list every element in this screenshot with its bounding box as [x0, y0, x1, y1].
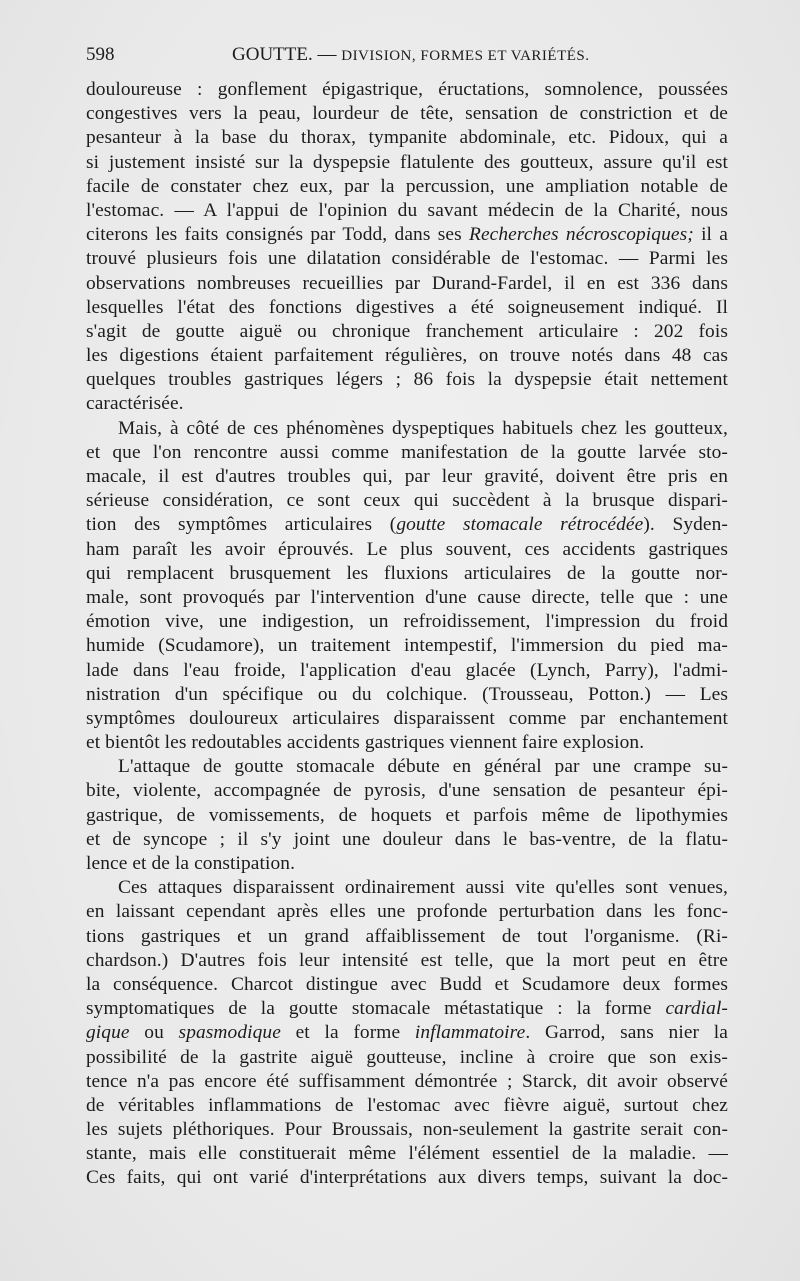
text-line: lade dans l'eau froide, l'application d'eau glacée (Lynch, Parry), l'admi-	[86, 659, 728, 681]
italic-term: spasmodique	[178, 1022, 281, 1044]
text-line: qui remplacent brusquement les fluxions articulaires de la goutte nor-	[86, 562, 728, 584]
italic-term: inflammatoire	[414, 1022, 526, 1044]
text-line: s'agit de goutte aiguë ou chronique franchement articulaire : 202 fois	[86, 320, 728, 342]
text-line: tence n'a pas encore été suffisamment démontrée ; Starck, dit avoir observé	[86, 1070, 728, 1092]
text-line: lence et de la constipation.	[86, 853, 296, 874]
italic-term: gique	[86, 1022, 130, 1044]
text-line: Mais, à côté de ces phénomènes dyspeptiques habituels chez les goutteux,	[118, 417, 728, 439]
text-run: il a	[693, 224, 728, 246]
text-line: et que l'on rencontre aussi comme manifestation de la goutte larvée sto-	[86, 441, 728, 463]
running-title	[232, 44, 590, 66]
text-line: les digestions étaient parfaitement régulières, on trouve notés dans 48 cas	[86, 345, 728, 367]
text-line: si justement insisté sur la dyspepsie flatulente des goutteux, assure qu'il est	[86, 151, 728, 173]
body-text	[86, 78, 728, 1191]
text-line: L'attaque de goutte stomacale débute en général par une crampe su-	[118, 756, 728, 778]
text-line: quelques troubles gastriques légers ; 86 fois la dyspepsie était nettement	[86, 369, 728, 391]
text-line: ham paraît les avoir éprouvés. Le plus souvent, ces accidents gastriques	[86, 538, 728, 560]
text-line: bite, violente, accompagnée de pyrosis, d'une sensation de pesanteur épi-	[86, 780, 728, 802]
text-line: sérieuse considération, ce sont ceux qui succèdent à la brusque dispari-	[86, 490, 728, 512]
text-line: Ces attaques disparaissent ordinairement aussi vite qu'elles sont venues,	[118, 877, 728, 899]
text-line: male, sont provoqués par l'intervention d'une cause directe, telle que : une	[86, 586, 728, 608]
text-run: ). Syden-	[643, 514, 728, 536]
text-line: macale, il est d'autres troubles qui, par leur gravité, doivent être pris en	[86, 466, 728, 487]
page-number: 598	[86, 44, 115, 65]
text-line: chardson.) D'autres fois leur intensité est telle, que la mort peut en être	[86, 949, 728, 971]
text-run: citerons les faits consignés par Todd, dans ses	[86, 224, 470, 246]
text-line: gastrique, de vomissements, de hoquets et parfois même de lipothymies	[86, 804, 728, 826]
text-line: douloureuse : gonflement épigastrique, éructations, somnolence, poussées	[86, 79, 728, 100]
text-run: tion des symptômes articulaires (	[86, 514, 397, 536]
italic-term: cardial-	[665, 998, 728, 1020]
italic-title: Recherches nécroscopiques;	[469, 224, 694, 246]
text-line: symptômes douloureux articulaires disparaissent comme par enchantement	[86, 707, 728, 729]
running-header	[86, 44, 726, 70]
text-line	[86, 223, 728, 247]
text-line: les sujets pléthoriques. Pour Broussais, non-seulement la gastrite serait con-	[86, 1119, 728, 1141]
text-line: facile de constater chez eux, par la percussion, une ampliation notable de	[86, 175, 728, 197]
text-run: ou	[129, 1022, 179, 1044]
text-line: tions gastriques et un grand affaiblissement de tout l'organisme. (Ri-	[86, 925, 728, 947]
text-line: et de syncope ; il s'y joint une douleur dans le bas-ventre, de la flatu-	[86, 828, 728, 850]
text-line: émotion vive, une indigestion, un refroidissement, l'impression du froid	[86, 611, 728, 633]
text-line: observations nombreuses recueillies par Durand-Fardel, il en est 336 dans	[86, 272, 728, 294]
section-subtitle: DIVISION, FORMES ET VARIÉTÉS.	[341, 48, 590, 64]
text-run: et la forme	[280, 1022, 415, 1044]
text-line: de véritables inflammations de l'estomac avec fièvre aiguë, surtout chez	[86, 1094, 728, 1116]
text-line	[86, 1021, 728, 1045]
text-run: symptomatiques de la goutte stomacale métastatique : la forme	[86, 998, 666, 1020]
text-line	[86, 513, 728, 537]
italic-term: goutte stomacale rétrocédée	[396, 514, 644, 536]
text-line: humide (Scudamore), un traitement intempestif, l'immersion du pied ma-	[86, 635, 728, 657]
text-line: pesanteur à la base du thorax, tympanite abdominale, etc. Pidoux, qui a	[86, 127, 728, 149]
text-line: la conséquence. Charcot distingue avec Budd et Scudamore deux formes	[86, 973, 728, 995]
text-line: en laissant cependant après elles une profonde perturbation dans les fonc-	[86, 901, 728, 923]
text-run: . Garrod, sans nier la	[525, 1022, 728, 1044]
text-line: nistration d'un spécifique ou du colchique. (Trousseau, Potton.) — Les	[86, 683, 728, 705]
text-line: stante, mais elle constituerait même l'élément essentiel de la maladie. —	[86, 1143, 728, 1165]
text-line: caractérisée.	[86, 393, 184, 415]
text-line: l'estomac. — A l'appui de l'opinion du savant médecin de la Charité, nous	[86, 199, 728, 221]
text-line: possibilité de la gastrite aiguë goutteuse, incline à croire que son exis-	[86, 1046, 728, 1068]
chapter-title: GOUTTE.	[232, 44, 313, 65]
text-line: lesquelles l'état des fonctions digestives a été soigneusement indiqué. Il	[86, 296, 728, 318]
text-line: Ces faits, qui ont varié d'interprétations aux divers temps, suivant la doc-	[86, 1167, 728, 1189]
text-line: congestives vers la peau, lourdeur de tête, sensation de constriction et de	[86, 103, 728, 125]
text-line: trouvé plusieurs fois une dilatation considérable de l'estomac. — Parmi les	[86, 248, 728, 270]
title-dash: —	[317, 44, 337, 65]
text-line	[86, 997, 728, 1021]
text-line: et bientôt les redoutables accidents gastriques viennent faire explosion.	[86, 732, 645, 754]
